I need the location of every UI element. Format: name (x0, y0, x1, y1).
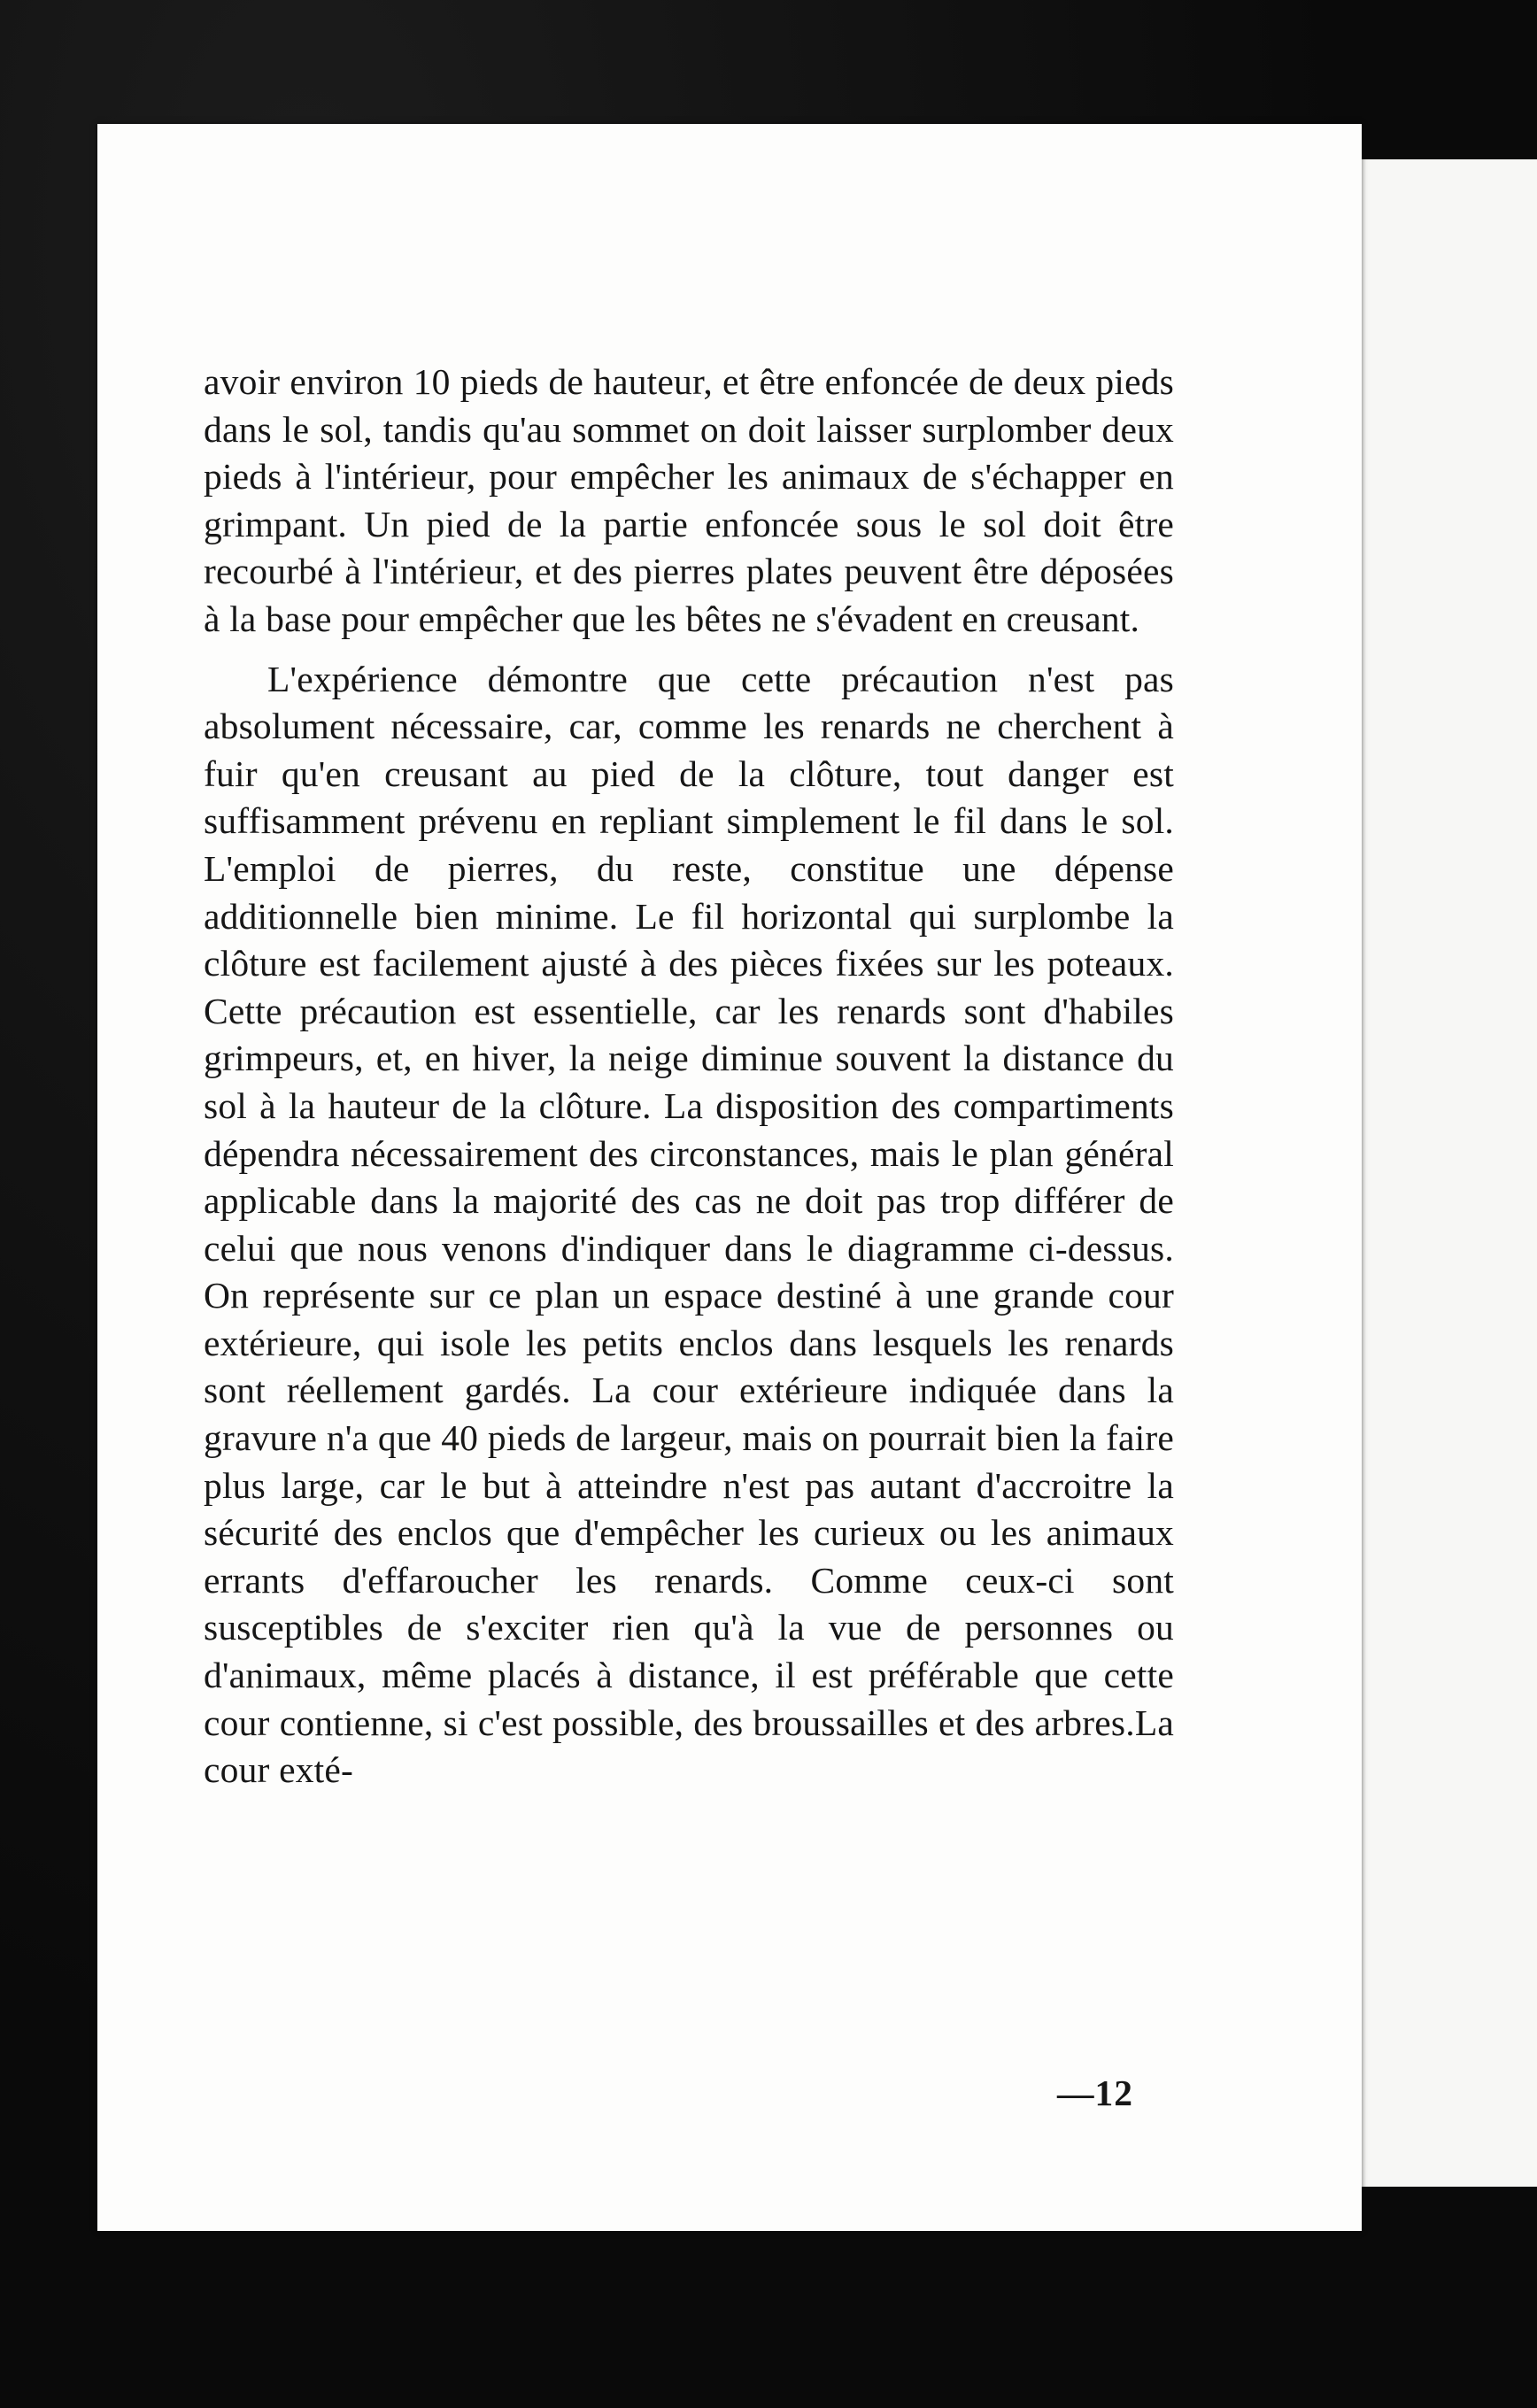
page-number: —12 (1057, 2072, 1133, 2113)
body-text (204, 359, 1174, 1794)
paragraph-1: avoir environ 10 pieds de hauteur, et être enfoncée de deux pieds dans le sol, tandis qu'au sommet on doit laisser surplomber deux pieds à l'intérieur, pour empêcher les animaux de s'échapper en grimpant. Un pied de la partie enfoncée sous le sol doit être recourbé à l'intérieur, et des pierres plates peuvent être déposées à la base pour empêcher que les bêtes ne s'évadent en creusant. (204, 361, 1174, 639)
adjacent-page-edge (1356, 159, 1537, 2187)
paragraph-2: L'expérience démontre que cette précaution n'est pas absolument nécessaire, car, comme les renards ne cherchent à fuir qu'en creusant au pied de la clôture, tout danger est suffisamment prévenu en repliant simplement le fil dans le sol. L'emploi de pierres, du reste, constitue une dépense additionnelle bien minime. Le fil horizontal qui surplombe la clôture est facilement ajusté à des pièces fixées sur les poteaux. Cette précaution est essentielle, car les renards sont d'habiles grimpeurs, et, en hiver, la neige diminue souvent la distance du sol à la hauteur de la clôture. La disposition des compartiments dépendra nécessairement des circonstances, mais le plan général applicable dans la majorité des cas ne doit pas trop différer de celui que nous venons d'indiquer dans le diagramme ci-dessus. On représente sur ce plan un espace destiné à une grande cour extérieure, qui isole les petits enclos dans lesquels les renards sont réellement gardés. La cour extérieure indiquée dans la gravure n'a que 40 pieds de largeur, mais on pourrait bien la faire plus large, car le but à atteindre n'est pas autant d'accroitre la sécurité des enclos que d'empêcher les curieux ou les animaux errants d'effaroucher les renards. Comme ceux-ci sont susceptibles de s'exciter rien qu'à la vue de personnes ou d'animaux, même placés à distance, il est préférable que cette cour contienne, si c'est possible, des broussailles et des arbres.La cour exté- (204, 658, 1174, 1791)
